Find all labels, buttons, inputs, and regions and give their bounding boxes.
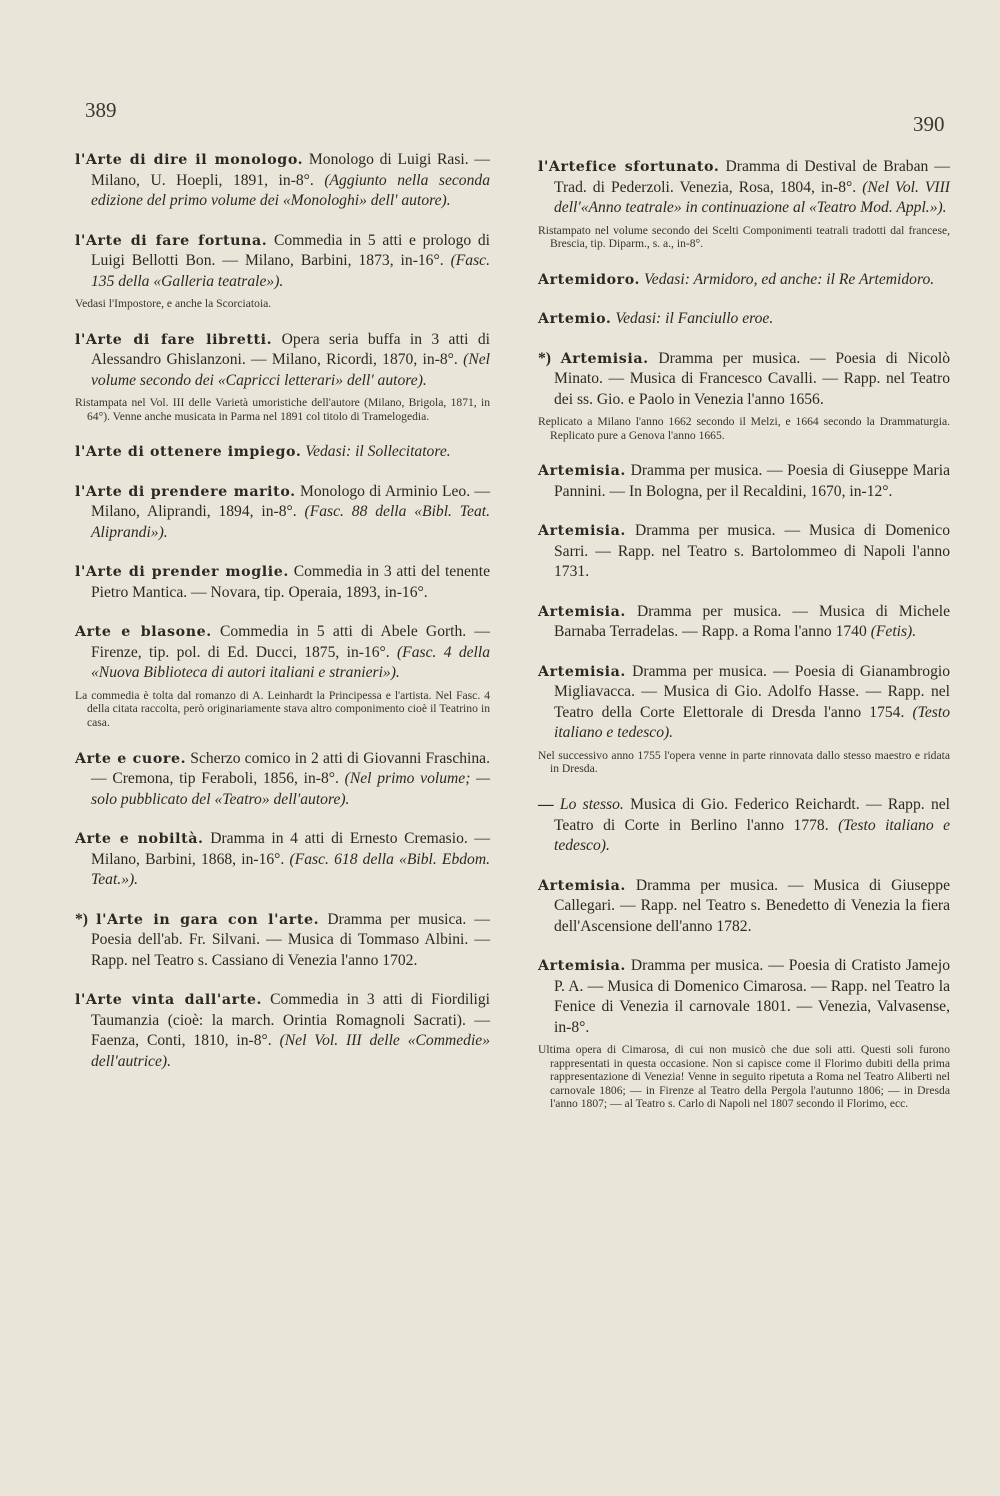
entry-italic-text: (Nel Vol. VIII dell'«Anno teatrale» in continuazione al «Teatro Mod. Appl.»).: [554, 178, 950, 216]
entry-footnote: Vedasi l'Impostore, e anche la Scorciatoia.: [75, 297, 272, 310]
entry-footnote: Replicato a Milano l'anno 1662 secondo il Melzi, e 1664 secondo la Drammaturgia. Replicato pure a Genova l'anno 1665.: [538, 415, 950, 442]
entry-description: Dramma di Destival de Braban — Trad. di Pederzoli. Venezia, Rosa, 1804, in-8°.: [554, 158, 950, 196]
entry-title: l'Arte vinta dall'arte.: [75, 992, 263, 1009]
entry-italic-text: (Testo italiano e tedesco).: [554, 703, 950, 742]
catalog-entry: [75, 442, 490, 463]
entry-footnote: Nel successivo anno 1755 l'opera venne in parte rinnovata dallo stesso maestro e ridata in Dresda.: [538, 748, 950, 776]
entry-italic-text: (Fasc. 135 della «Galleria teatrale»).: [91, 252, 490, 290]
catalog-entry: [75, 910, 490, 972]
entry-title: Artemisia.: [538, 603, 626, 620]
entry-italic-text: Vedasi: il Fanciullo eroe.: [615, 310, 774, 328]
entry-italic-text: (Nel Vol. III delle «Commedie» dell'autrice).: [91, 1032, 491, 1070]
entry-italic-text: (Testo italiano e tedesco).: [554, 816, 950, 855]
catalog-entry: [538, 662, 950, 744]
entry-title: Artemidoro.: [538, 271, 641, 288]
entry-title: l'Arte di fare libretti.: [75, 331, 273, 348]
entry-description: Dramma in 4 atti di Ernesto Cremasio. — Milano, Barbini, 1868, in-16°.: [91, 830, 491, 868]
entry-title: l'Arte di prender moglie.: [75, 564, 289, 581]
entry-title: l'Arte di fare fortuna.: [75, 232, 268, 249]
entry-description: Commedia in 3 atti del tenente Pietro Mantica. — Novara, tip. Operaia, 1893, in-16°.: [91, 563, 490, 601]
entry-description: Dramma per musica. — Musica di Michele Barnaba Terradelas. — Rapp. a Roma l'anno 1740: [554, 602, 950, 641]
entry-footnote: Ristampato nel volume secondo dei Scelti Componimenti teatrali tradotti dal francese, Brescia, tip. Diparm., s. a., in-8°.: [538, 223, 950, 251]
entry-italic-text: (Fasc. 4 della «Nuova Biblioteca di autori italiani e stranieri»).: [91, 643, 490, 682]
entry-italic-text: (Nel volume secondo dei «Capricci letterari» dell' autore).: [91, 351, 490, 389]
entry-title: Arte e blasone.: [75, 624, 212, 641]
catalog-entry: [538, 521, 950, 583]
catalog-entry: [75, 482, 490, 544]
right-column: [538, 157, 950, 1130]
catalog-entry: [75, 990, 490, 1072]
entry-footnote: Ultima opera di Cimarosa, di cui non musicò che due soli atti. Questi soli furono rappresentati in questa occasione. Non si capisce come il Florimo dubiti della prima rappresentazione di Venezia! Venne in seguito ripetuta a Roma nel Teatro Aliberti nel carnovale 1806; — in Firenze al Teatro della Pergola l'autunno 1806; — in Dresda l'anno 1807; — al Teatro s. Carlo di Napoli nel 1807 secondo il Florimo, ecc.: [538, 1043, 950, 1111]
entry-marker: —: [538, 796, 560, 814]
catalog-entry: [75, 330, 490, 392]
catalog-entry: [538, 795, 950, 857]
catalog-entry: [538, 349, 950, 411]
entry-title: Artemio.: [538, 311, 612, 328]
entry-title: l'Arte di ottenere impiego.: [75, 444, 302, 461]
entry-italic-text: (Fasc. 618 della «Bibl. Ebdom. Teat.»).: [91, 850, 490, 889]
entry-title: Artemisia.: [538, 523, 626, 540]
entry-description: Opera seria buffa in 3 atti di Alessandro Ghislanzoni. — Milano, Ricordi, 1870, in-8°.: [91, 330, 490, 369]
entry-description: Monologo di Arminio Leo. — Milano, Aliprandi, 1894, in-8°.: [91, 482, 490, 521]
entry-title: l'Arte di prendere marito.: [75, 483, 296, 500]
catalog-entry: [538, 956, 950, 1038]
entry-description: Monologo di Luigi Rasi. — Milano, U. Hoepli, 1891, in-8°.: [91, 151, 490, 189]
entry-italic-text: (Nel primo volume; — solo pubblicato del «Teatro» dell'autore).: [91, 770, 490, 808]
catalog-entry: [75, 562, 490, 603]
entry-description: Dramma per musica. — Poesia di Cratisto Jamejo P. A. — Musica di Domenico Cimarosa. — Rapp. nel Teatro la Fenice di Venezia il carnovale 1801. — Venezia, Valvasense, in-8°.: [554, 957, 950, 1036]
catalog-entry: [538, 270, 950, 291]
entry-description: Commedia in 5 atti di Abele Gorth. — Firenze, tip. pol. di Ed. Ducci, 1875, in-16°.: [91, 623, 490, 661]
catalog-entry: [538, 157, 950, 219]
entry-description: Scherzo comico in 2 atti di Giovanni Fraschina. — Cremona, tip Feraboli, 1856, in-8°.: [91, 749, 491, 788]
entry-marker: *): [75, 910, 97, 928]
catalog-entry: [538, 309, 950, 330]
catalog-entry: [75, 749, 490, 811]
entry-title: Artemisia.: [560, 350, 649, 367]
entry-title: Arte e cuore.: [75, 750, 187, 767]
catalog-entry: [538, 876, 950, 938]
page-number-left: 389: [85, 98, 117, 122]
catalog-entry: [538, 461, 950, 502]
catalog-entry: [75, 231, 490, 293]
entry-title: Artemisia.: [538, 877, 626, 894]
catalog-entry: [75, 622, 490, 684]
entry-title: l'Artefice sfortunato.: [538, 159, 720, 175]
entry-italic-text: Vedasi: Armidoro, ed anche: il Re Artemidoro.: [643, 270, 935, 288]
entry-title: Artemisia.: [538, 463, 626, 480]
entry-description: Dramma per musica. — Musica di Domenico Sarri. — Rapp. nel Teatro s. Bartolommeo di Napoli l'anno 1731.: [554, 522, 950, 581]
entry-title: l'Arte in gara con l'arte.: [96, 911, 320, 928]
entry-description: Dramma per musica. — Poesia dell'ab. Fr. Silvani. — Musica di Tommaso Albini. — Rapp. nel Teatro s. Cassiano di Venezia l'anno 1702.: [91, 910, 490, 969]
entry-title: Arte e nobiltà.: [75, 831, 204, 848]
catalog-entry: [75, 150, 490, 212]
entry-description: Dramma per musica. — Poesia di Nicolò Minato. — Musica di Francesco Cavalli. — Rapp. nel Teatro dei ss. Gio. e Paolo in Venezia l'anno 1656.: [554, 349, 951, 408]
entry-italic-text: Vedasi: il Sollecitatore.: [305, 443, 451, 461]
entry-description: Commedia in 3 atti di Fiordiligi Taumanzia (cioè: la march. Orintia Romagnoli Sacrati). — Faenza, Conti, 1810, in-8°.: [91, 991, 490, 1050]
catalog-entry: [75, 829, 490, 891]
entry-italic-text: (Aggiunto nella seconda edizione del primo volume dei «Monologhi» dell' autore).: [91, 171, 490, 209]
entry-description: Dramma per musica. — Poesia di Gianambrogio Migliavacca. — Musica di Gio. Adolfo Hasse. — Rapp. nel Teatro della Corte Elettorale di Dresda l'anno 1754.: [554, 662, 950, 721]
entry-title: Artemisia.: [538, 958, 626, 975]
entry-footnote: Ristampata nel Vol. III delle Varietà umoristiche dell'autore (Milano, Brigola, 1871, in 64°). Venne anche musicata in Parma nel 1891 col titolo di Tramelogedia.: [75, 396, 490, 423]
entry-italic-text: Lo stesso.: [559, 796, 631, 814]
entry-title: Artemisia.: [538, 663, 626, 680]
entry-description: Commedia in 5 atti e prologo di Luigi Bellotti Bon. — Milano, Barbini, 1873, in-16°.: [91, 231, 490, 269]
entry-title: l'Arte di dire il monologo.: [75, 152, 304, 168]
left-column: [75, 150, 490, 1091]
entry-description: Dramma per musica. — Poesia di Giuseppe Maria Pannini. — In Bologna, per il Recaldini, 1670, in-12°.: [554, 462, 950, 500]
entry-marker: *): [538, 349, 561, 367]
entry-footnote: La commedia è tolta dal romanzo di A. Leinhardt la Principessa e l'artista. Nel Fasc. 4 della citata raccolta, però originariamente stava altro componimento cioè il Teatrino in casa.: [75, 688, 490, 729]
entry-description: Musica di Gio. Federico Reichardt. — Rapp. nel Teatro di Corte in Berlino l'anno 1778.: [554, 796, 950, 834]
entry-italic-text: (Fasc. 88 della «Bibl. Teat. Aliprandi»).: [91, 503, 490, 541]
page-number-right: 390: [913, 112, 945, 136]
catalog-entry: [538, 602, 950, 643]
entry-italic-text: (Fetis).: [870, 623, 917, 641]
entry-description: Dramma per musica. — Musica di Giuseppe Callegari. — Rapp. nel Teatro s. Benedetto di Venezia la fiera dell'Ascensione dell'anno 1782.: [554, 876, 950, 935]
